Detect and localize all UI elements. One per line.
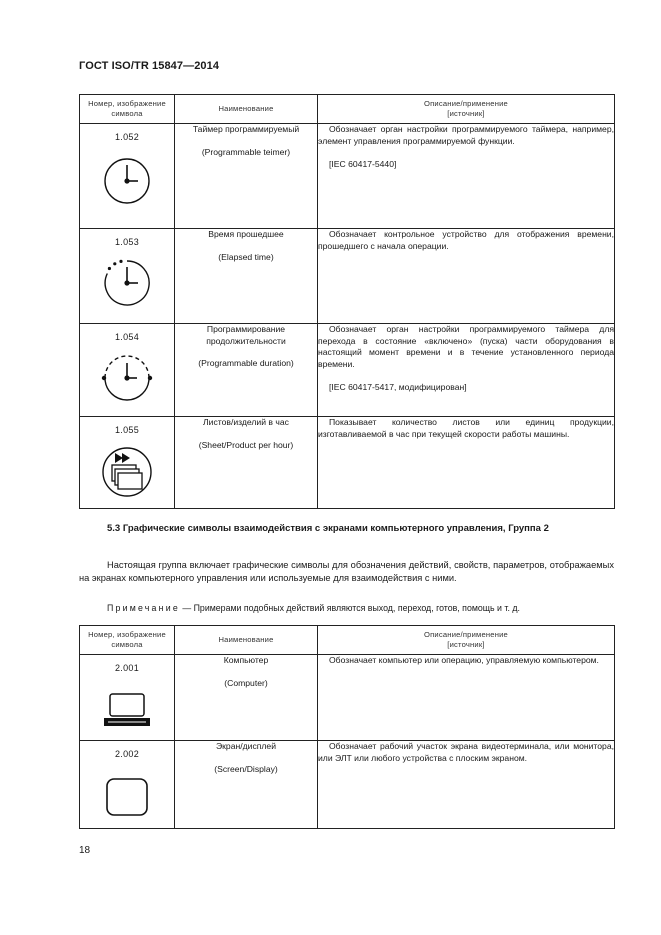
- programmable-duration-icon: [99, 352, 155, 404]
- description-cell: [318, 324, 615, 417]
- name-ru: Листов/изделий в час: [203, 417, 289, 427]
- section-paragraph: Настоящая группа включает графические символы для обозначения действий, свойств, параметров, отображаемых на экранах компьютерного управления или используемые для взаимодействия с ними.: [79, 560, 614, 583]
- name-en: (Programmable teimer): [201, 146, 291, 157]
- table-row: [80, 741, 615, 829]
- header-description-line1: Описание/применение: [424, 99, 508, 108]
- name-ru: Время прошедшее: [208, 229, 284, 239]
- header-name: Наименование: [175, 95, 318, 124]
- header-description: [318, 95, 615, 124]
- symbol-cell: [80, 229, 175, 324]
- computer-icon: [101, 691, 153, 729]
- name-ru: Программирование продолжительности: [206, 324, 286, 346]
- symbol-number: 1.052: [114, 132, 140, 142]
- symbol-number: 2.001: [114, 663, 140, 673]
- header-description-line2: [источник]: [447, 109, 485, 118]
- name-cell: [175, 124, 318, 229]
- name-en: (Screen/Display): [214, 763, 278, 774]
- sheets-per-hour-icon: [100, 445, 154, 499]
- header-description-line1: Описание/применение: [424, 630, 508, 639]
- description-cell: [318, 124, 615, 229]
- name-en: (Elapsed time): [218, 251, 274, 262]
- header-description: [318, 626, 615, 655]
- screen-display-icon: [102, 775, 152, 819]
- table-row: [80, 124, 615, 229]
- symbol-cell: [80, 324, 175, 417]
- note-text: — Примерами подобных действий являются выход, переход, готов, помощь и т. д.: [179, 603, 520, 613]
- symbol-cell: [80, 124, 175, 229]
- note: [107, 603, 520, 613]
- name-cell: [175, 655, 318, 741]
- symbol-number: 1.055: [114, 425, 140, 435]
- table-row: [80, 655, 615, 741]
- table-row: [80, 229, 615, 324]
- name-ru: Компьютер: [223, 655, 269, 665]
- note-label: Примечание: [107, 603, 180, 613]
- name-ru: Таймер программируемый: [192, 124, 300, 134]
- description-text: Обозначает компьютер или операцию, управляемую компьютером.: [329, 655, 599, 665]
- name-cell: [175, 229, 318, 324]
- elapsed-time-icon: [101, 257, 153, 309]
- table-header-row: [80, 626, 615, 655]
- description-cell: [318, 741, 615, 829]
- description-source: [IEC 60417-5417, модифицирован]: [329, 382, 467, 392]
- symbols-table-group2: [79, 625, 615, 829]
- description-text: Обозначает орган настройки программируемого таймера для перехода в состояние «включено» (пуска) части оборудования в настоящий момент времени и в течение установленного периода времени.: [318, 324, 614, 369]
- document-header: ГОСТ ISO/TR 15847—2014: [79, 60, 220, 72]
- description-text: Показывает количество листов или единиц продукции, изготавливаемой в час при текущей скорости работы машины.: [318, 417, 614, 439]
- symbol-number: 2.002: [114, 749, 140, 759]
- header-description-line2: [источник]: [447, 640, 485, 649]
- programmable-timer-icon: [102, 156, 152, 206]
- symbol-cell: [80, 417, 175, 509]
- symbol-number: 1.054: [114, 332, 140, 342]
- name-en: (Programmable duration): [198, 358, 294, 368]
- name-en: (Sheet/Product per hour): [198, 439, 294, 450]
- table-header-row: [80, 95, 615, 124]
- description-text: Обозначает рабочий участок экрана видеотерминала, или монитора, или ЭЛТ или любого устройства с плоским экраном.: [318, 741, 614, 763]
- name-ru: Экран/дисплей: [216, 741, 276, 751]
- name-en: (Computer): [224, 677, 268, 688]
- description-text: Обозначает контрольное устройство для отображения времени, прошедшего с начала операции.: [318, 229, 614, 251]
- symbol-number: 1.053: [114, 237, 140, 247]
- description-text: Обозначает орган настройки программируемого таймера, например, элемент управления программируемой функции.: [318, 124, 614, 146]
- description-cell: [318, 229, 615, 324]
- page-number: 18: [79, 845, 91, 856]
- table-row: [80, 324, 615, 417]
- header-number: Номер, изображение символа: [80, 626, 175, 655]
- header-number: Номер, изображение символа: [80, 95, 175, 124]
- symbol-cell: [80, 741, 175, 829]
- name-cell: [175, 417, 318, 509]
- description-source: [IEC 60417-5440]: [329, 159, 397, 169]
- symbol-cell: [80, 655, 175, 741]
- description-cell: [318, 417, 615, 509]
- symbols-table-group1: [79, 94, 615, 509]
- table-row: [80, 417, 615, 509]
- name-cell: [175, 324, 318, 417]
- description-cell: [318, 655, 615, 741]
- section-heading: 5.3 Графические символы взаимодействия с экранами компьютерного управления, Группа 2: [107, 523, 549, 534]
- name-cell: [175, 741, 318, 829]
- header-name: Наименование: [175, 626, 318, 655]
